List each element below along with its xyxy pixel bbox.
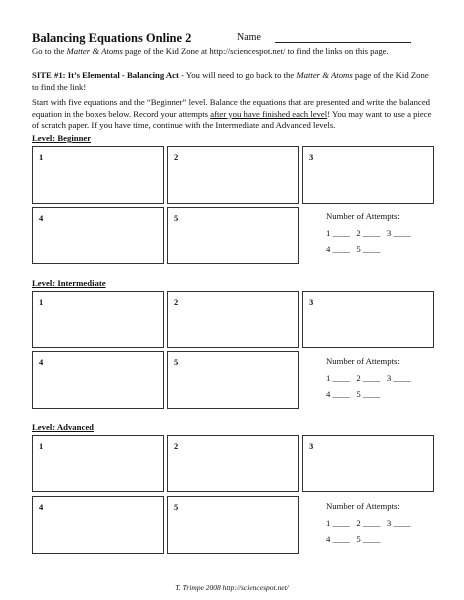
intermediate-box-1[interactable]	[32, 291, 164, 348]
box-number: 3	[309, 297, 314, 307]
advanced-box-3[interactable]	[302, 435, 434, 492]
advanced-box-4[interactable]	[32, 496, 164, 554]
box-number: 1	[39, 297, 44, 307]
box-number: 4	[39, 357, 44, 367]
box-number: 5	[174, 357, 179, 367]
beginner-box-1[interactable]	[32, 146, 164, 204]
worksheet-title: Balancing Equations Online 2	[32, 31, 192, 45]
box-number: 4	[39, 213, 44, 223]
box-number: 1	[39, 152, 44, 162]
intro-suffix: page of the Kid Zone at http://sciencespot.net/ to find the links on this page.	[122, 46, 389, 56]
advanced-attempts	[326, 501, 411, 551]
box-number: 2	[174, 152, 179, 162]
intermediate-box-4[interactable]	[32, 351, 164, 409]
intro-paragraph	[32, 46, 436, 58]
level-intermediate-heading: Level: Intermediate	[32, 278, 106, 288]
level-beginner-heading: Level: Beginner	[32, 133, 92, 143]
site-italic: Matter & Atoms	[296, 70, 353, 80]
intermediate-box-2[interactable]	[167, 291, 299, 348]
name-line	[275, 42, 411, 43]
beginner-attempts	[326, 211, 411, 261]
intermediate-attempts	[326, 356, 411, 406]
attempts-row-1: 1 ____ 2 ____ 3 ____	[326, 372, 411, 383]
level-advanced-heading: Level: Advanced	[32, 422, 95, 432]
intermediate-box-3[interactable]	[302, 291, 434, 348]
box-number: 5	[174, 213, 179, 223]
box-number: 2	[174, 441, 179, 451]
instructions-text-b: ! You may want to use a piece of scratch paper. If you have time, continue with the Intermediate and Advanced levels.	[32, 108, 432, 131]
box-number: 3	[309, 152, 314, 162]
beginner-box-2[interactable]	[167, 146, 299, 204]
attempts-row-2: 4 ____ 5 ____	[326, 389, 381, 400]
intro-italic: Matter & Atoms	[66, 46, 123, 56]
box-number: 2	[174, 297, 179, 307]
attempts-row-1: 1 ____ 2 ____ 3 ____	[326, 517, 411, 528]
advanced-box-2[interactable]	[167, 435, 299, 492]
name-label: Name	[237, 32, 261, 43]
beginner-box-3[interactable]	[302, 146, 434, 204]
intermediate-box-5[interactable]	[167, 351, 299, 409]
attempts-row-2: 4 ____ 5 ____	[326, 244, 381, 255]
site-text-b: page of the Kid Zone to find the link!	[32, 70, 429, 92]
attempts-row-2: 4 ____ 5 ____	[326, 534, 381, 545]
instructions-underlined: after you have finished each level	[210, 108, 328, 119]
instructions-paragraph	[32, 97, 436, 132]
beginner-box-4[interactable]	[32, 207, 164, 264]
box-number: 4	[39, 502, 44, 512]
attempts-row-1: 1 ____ 2 ____ 3 ____	[326, 227, 411, 238]
box-number: 1	[39, 441, 44, 451]
footer-credit: T. Trimpe 2008 http://sciencespot.net/	[175, 583, 289, 592]
attempts-title: Number of Attempts:	[326, 501, 400, 511]
advanced-box-1[interactable]	[32, 435, 164, 492]
site-text-a: - You will need to go back to the	[178, 70, 297, 80]
site-heading: SITE #1: It’s Elemental - Balancing Act	[32, 70, 179, 80]
advanced-box-5[interactable]	[167, 496, 299, 554]
attempts-title: Number of Attempts:	[326, 211, 400, 221]
site-paragraph	[32, 70, 436, 93]
intro-prefix: Go to the	[32, 46, 67, 56]
attempts-title: Number of Attempts:	[326, 356, 400, 366]
box-number: 3	[309, 441, 314, 451]
instructions-text-a: Start with five equations and the “Beginner” level. Balance the equations that are presented and write the balanced equation in the boxes below. Record your attempts	[32, 97, 431, 119]
box-number: 5	[174, 502, 179, 512]
beginner-box-5[interactable]	[167, 207, 299, 264]
